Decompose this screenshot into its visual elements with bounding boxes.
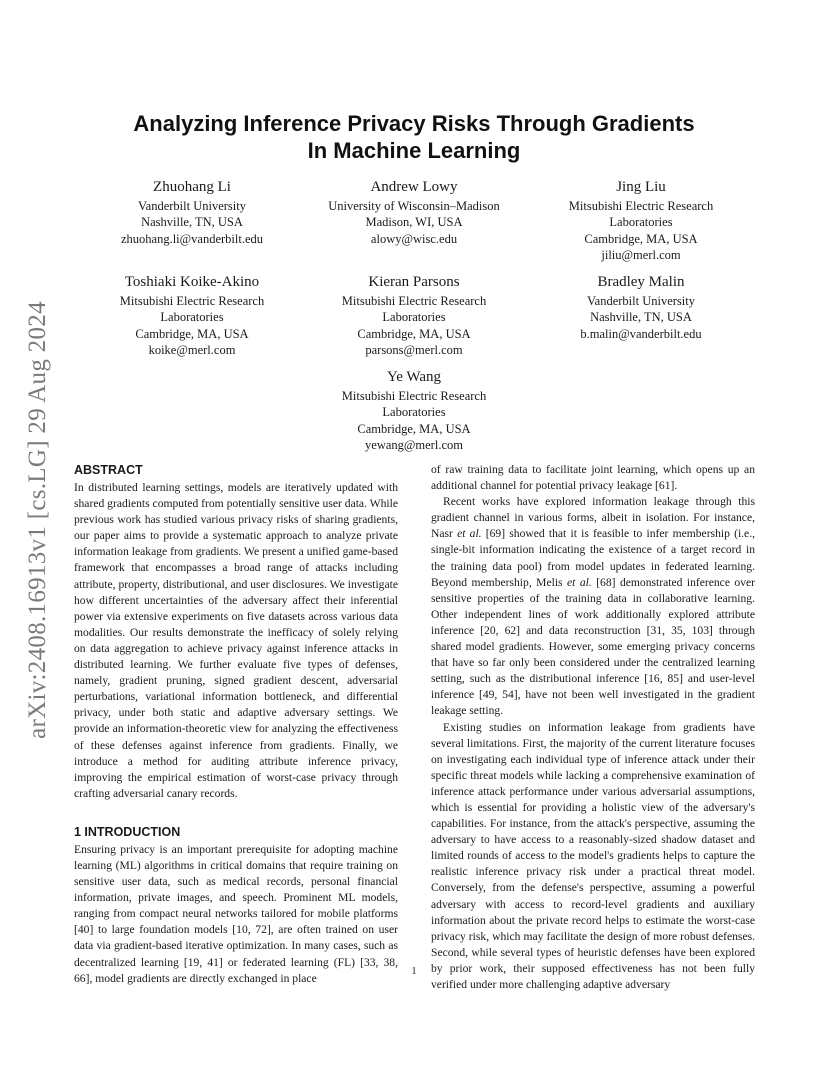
- author-location: Cambridge, MA, USA: [584, 231, 698, 246]
- intro-paragraph-cont: of raw training data to facilitate joint learning, which opens up an additional channel for potential privacy leakage [61].: [431, 463, 755, 493]
- author-location: Cambridge, MA, USA: [357, 421, 471, 436]
- intro-paragraph: Ensuring privacy is an important prerequisite for adopting machine learning (ML) algorithms in critical domains that require training on sensitive user data, such as medical records, personal financial information, private images, and speech. Prominent ML models, ranging from compact neural networks tailored for mobile platforms [40] to large foundation models [10, 72], are often trained on user data via gradient-based iterative optimization. In many cases, such as decentralized learning [19, 41] or federated learning (FL) [33, 38, 66], model gradients are directly exchanged in place: [74, 842, 398, 985]
- text-run-italic: et al.: [457, 527, 482, 541]
- author-location: Nashville, TN, USA: [141, 215, 243, 230]
- text-run: [69] showed that it is feasible to infer membership (i.e., single-bit information indicating the existence of a target record in the training data pool) from model updates in federated learning. Beyond membership, Melis: [431, 527, 756, 589]
- author-affiliation-cont: Laboratories: [382, 405, 446, 420]
- title-line-1: Analyzing Inference Privacy Risks Through Gradients: [133, 111, 695, 136]
- author-block: [546, 273, 736, 342]
- author-name: Bradley Malin: [597, 274, 685, 290]
- author-email: koike@merl.com: [148, 342, 236, 357]
- author-affiliation: Vanderbilt University: [587, 294, 695, 308]
- author-affiliation: Mitsubishi Electric Research: [119, 294, 265, 308]
- author-affiliation-cont: Laboratories: [609, 215, 673, 230]
- text-run: [68] demonstrated inference over sensitive properties of the training data in collaborative learning. Other independent lines of work additionally explored attribute inference [20, 62] and data reconstruction [31, 35, 103] through shared model gradients. However, some emerging privacy concerns that have so far only been considered under the centralized learning setting, such as the distributional inference [16, 85] and user-level inference [49, 54], have not been well investigated in the gradient leakage setting.: [431, 575, 756, 718]
- author-name: Kieran Parsons: [368, 274, 460, 290]
- author-block: [546, 178, 736, 263]
- paper-title: [80, 110, 748, 164]
- author-affiliation: Mitsubishi Electric Research: [341, 294, 487, 308]
- author-email: zhuohang.li@vanderbilt.edu: [120, 231, 264, 246]
- abstract-heading: ABSTRACT: [74, 463, 143, 477]
- author-name: Andrew Lowy: [370, 179, 458, 195]
- author-email: jiliu@merl.com: [601, 247, 681, 262]
- author-block: [309, 273, 519, 358]
- page-number: 1: [411, 966, 417, 977]
- author-email: b.malin@vanderbilt.edu: [580, 326, 702, 341]
- author-block: [102, 178, 282, 247]
- author-location: Madison, WI, USA: [365, 215, 463, 230]
- author-location: Cambridge, MA, USA: [135, 326, 249, 341]
- author-affiliation: University of Wisconsin–Madison: [328, 199, 500, 213]
- author-name: Ye Wang: [386, 369, 442, 385]
- author-block: [102, 273, 282, 358]
- author-name: Toshiaki Koike-Akino: [124, 274, 260, 290]
- author-email: parsons@merl.com: [365, 342, 463, 357]
- text-run-italic: et al.: [567, 575, 592, 589]
- author-name: Jing Liu: [616, 179, 666, 195]
- left-column: [74, 462, 398, 987]
- abstract-text: In distributed learning settings, models are iteratively updated with shared gradients computed from potentially sensitive user data. While previous work has studied various privacy risks of sharing gradients, our paper aims to provide a systematic approach to analyze private information leakage from gradients. We present a unified game-based framework that encompasses a broad range of attacks including attribute, property, distributional, and user disclosures. We investigate how different uncertainties of the adversary affect their inferential power via extensive experiments on five datasets across various data modalities. Our results demonstrate the inefficacy of solely relying on data aggregation to achieve privacy against inference attacks in distributed learning. We further evaluate five types of defenses, namely, gradient pruning, signed gradient descent, adversarial perturbations, variational information bottleneck, and differential privacy, under both static and adaptive adversary settings. We provide an information-theoretic view for analyzing the effectiveness of these defenses against inference from gradients. Finally, we introduce a method for auditing attribute inference privacy, improving the empirical estimation of worst-case privacy through crafting adversarial canary records.: [74, 481, 398, 800]
- author-affiliation-cont: Laboratories: [382, 310, 446, 325]
- intro-heading: 1 INTRODUCTION: [74, 824, 181, 839]
- related-work-paragraph: [431, 494, 755, 719]
- author-affiliation-cont: Laboratories: [160, 310, 224, 325]
- author-email: alowy@wisc.edu: [370, 231, 458, 246]
- title-line-2: In Machine Learning: [307, 138, 521, 163]
- right-column: [431, 462, 755, 993]
- arxiv-stamp: [20, 280, 56, 760]
- author-email: yewang@merl.com: [365, 437, 463, 452]
- text-run: Recent works have explored information leakage through this gradient channel in various forms, albeit in isolation. For instance, Nasr: [431, 495, 755, 541]
- author-name: Zhuohang Li: [153, 179, 231, 195]
- author-block: [309, 178, 519, 247]
- author-affiliation: Vanderbilt University: [138, 199, 246, 213]
- author-location: Nashville, TN, USA: [590, 310, 692, 325]
- limitations-paragraph: Existing studies on information leakage from gradients have several limitations. First, the majority of the current literature focuses on investigating each individual type of inference attack under their specific threat models while lacking a comprehensive examination of inference attack performance under various adversarial assumptions, which is essential for providing a holistic view of the adversary's capabilities. For instance, from the attack's perspective, assuming the adversary to have access to a reasonably-sized shadow dataset and limited rounds of access to the model's gradients helps to capture the realistic inference privacy risk under a practical threat model. Conversely, from the defense's perspective, assuming a powerful adversary with access to record-level gradients and auxiliary information about the private record helps to estimate the worst-case privacy risk, which may facilitate the design of more robust defenses. Second, while several types of heuristic defenses have been explored by prior work, their supposed effectiveness has not been fully verified under more challenging adaptive adversary: [431, 720, 755, 991]
- author-affiliation: Mitsubishi Electric Research: [341, 389, 487, 403]
- author-location: Cambridge, MA, USA: [357, 326, 471, 341]
- author-affiliation: Mitsubishi Electric Research: [568, 199, 714, 213]
- arxiv-stamp-text: arXiv:2408.16913v1 [cs.LG] 29 Aug 2024: [24, 301, 51, 739]
- author-block: [309, 368, 519, 453]
